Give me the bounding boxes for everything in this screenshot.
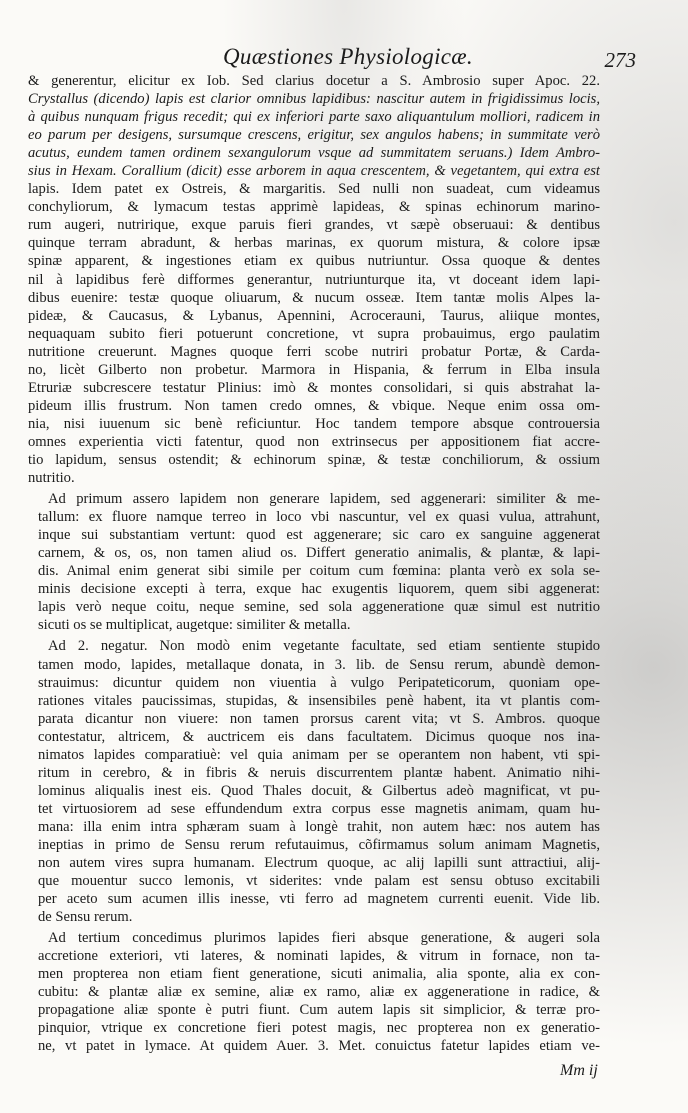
text-line: mana: illa enim intra sphæram suam à longè trahit, non autem hæc: nos autem has: [38, 818, 600, 835]
text-line: lapis. Idem patet ex Ostreis, & margaritis. Sed nulli non suadeat, cum videamus: [28, 181, 600, 198]
text-line: minis decisione excepti à terra, exque hac exugentis liquorem, quem sibi aggenerat:: [38, 581, 600, 598]
text-line: omnes experientia victi fatentur, quod non extrinsecus per appositionem fiat accre-: [28, 433, 600, 450]
text-line: que mouentur succo lemonis, vt siderites: vnde palam est sensu obtuso excitabili: [38, 873, 600, 890]
text-line: de Sensu rerum.: [38, 909, 133, 926]
text-line: accretione exteriori, vti lateres, & nominati lapides, & vitrum in fornace, non ta-: [38, 948, 600, 965]
text-line: conchyliorum, & lymacum testas apprimè lapideas, & spinas echinorum marino-: [28, 199, 600, 216]
text-line: nutritione creuerunt. Magnes quoque ferri scobe nutriri probatur Portæ, & Cardа-: [28, 343, 600, 360]
text-line: carnem, & os, os, non tamen aliud os. Differt generatio animalis, & plantæ, & lapi-: [38, 545, 600, 562]
text-line: rationes vitales paucissimas, stupidas, & insensibiles penè habent, ita vt plantis com-: [38, 692, 600, 709]
text-line: cubitu: & plantæ aliæ ex semine, aliæ ex ramo, aliæ ex aggeneratione in radice, &: [38, 984, 600, 1001]
text-line: Ad 2. negatur. Non modò enim vegetante facultate, sed etiam sentiente stupido: [48, 638, 600, 655]
text-line: acutus, eundem tamen ordinem sexangulorum vsque ad summitatem seruans.) Idem Ambro-: [28, 145, 600, 162]
text-line: nimatos lapides comparatiuè: vel quia animam per se operantem non habent, vti spi-: [38, 746, 600, 763]
page-body: [28, 72, 600, 1056]
text-line: à quibus nunquam frigus recedit; qui ex inferiori parte saxo aliquantulum molliori, radicem in: [28, 109, 600, 126]
text-line: nia, nisi iuuenum sic benè reficiuntur. Hoc tandem tempore absque controuersia: [28, 415, 600, 432]
text-line: men propterea non etiam fient generatione, sicuti animalia, alia sponte, alia ex con-: [38, 966, 600, 983]
text-line: ne, vt patet in lymace. At quidem Auer. 3. Met. conuictus fatetur lapides etiam ve-: [38, 1038, 600, 1055]
text-line: sius in Hexam. Corallium (dicit) esse arborem in aqua crescentem, & vegetantem, qui extra est: [28, 163, 600, 180]
text-line: pideum illis frustrum. Non tamen credo omnes, & vbique. Neque enim ossa om-: [28, 397, 600, 414]
text-line: tamen modo, lapides, metallaque donata, in 3. lib. de Sensu rerum, abundè demon-: [38, 656, 600, 673]
text-line: ritum in cerebro, & in fibris & neruis discurrentem plantæ habent. Animatio nihi-: [38, 764, 600, 781]
text-line: propagatione aliæ sponte è putri fiunt. Cum autem lapis sit simplicior, & terræ pro-: [38, 1002, 600, 1019]
text-line: pideæ, & Caucasus, & Lybanus, Apennini, Acroceraunі, Taurus, aliique montes,: [28, 307, 600, 324]
text-line: Etruriæ subcrescere testatur Plinius: imò & montes consolidari, si quis abstrahat la-: [28, 379, 600, 396]
running-head: Quæstiones Physiologicæ.: [223, 44, 473, 69]
text-line: nutritio.: [28, 470, 75, 487]
text-line: tet virtuosiorem ad sese effundendum extra corpus esse magnetis animam, quam hu-: [38, 800, 600, 817]
text-line: Ad tertium concedimus plurimos lapides fieri absque generatione, & augeri sola: [48, 930, 600, 947]
text-line: nequaquam subito fieri potuerunt concretione, vt supra probauimus, ergo paulatim: [28, 325, 600, 342]
text-line: Crystallus (dicendo) lapis est clarior omnibus lapidibus: nascitur autem in frigidissimus locis,: [28, 91, 600, 108]
text-line: no, licèt Gilberto non probetur. Marmora in Hispania, & ferrum in Elba insula: [28, 361, 600, 378]
text-line: pinquior, vtrique ex concretione fieri potest magis, nec propterea non ex generatio-: [38, 1020, 600, 1037]
text-line: non autem vires supra humanam. Electrum quoque, ac alij lapilli sunt attractiui, alij-: [38, 855, 600, 872]
text-line: & generentur, elicitur ex Iob. Sed clarius docetur a S. Ambrosio super Apoc. 22.: [28, 73, 600, 89]
text-line: dibus euenire: testæ quoque oliuarum, & nucum osseæ. Item tantæ molis Alpes la-: [28, 289, 600, 306]
text-line: rum augeri, nutririque, exque paruis fieri grandes, vt sæpè obseruaui: & dentibus: [28, 217, 600, 234]
text-line: parata dicantur non viuere: non tamen prorsus carent vita; vt S. Ambros. quoque: [38, 710, 600, 727]
text-line: tio lapidum, sensus ostendit; & echinorum spinæ, & testæ conchiliorum, & ossium: [28, 451, 600, 468]
text-line: sicuti os se multiplicat, augetque: similiter & metalla.: [38, 617, 351, 634]
text-line: strauimus: dicuntur quidem non viuentia à vulgo Peripateticorum, quoniam ope-: [38, 674, 600, 691]
text-line: per aceto sum acumen illis inesse, vti ferro ad magnetem currenti euenit. Vide lib.: [38, 891, 600, 908]
paragraph: [28, 490, 600, 634]
paragraph: [28, 637, 600, 926]
paragraph: [28, 72, 600, 487]
text-line: dis. Animal enim generat sibi simile per coitum cum fœmina: planta verò ex sola se-: [38, 563, 600, 580]
text-line: spinæ apparent, & ingestiones etiam ex quibus nutriuntur. Ossa quoque & dentes: [28, 253, 600, 270]
text-line: eo parum per desigens, sursumque crescens, erigitur, sex angulos habens; in summitate verò: [28, 127, 600, 144]
text-line: quinque terram abradunt, & herbas marinas, ex quorum mistura, & colore ipsæ: [28, 235, 600, 252]
text-line: inque sui substantiam vertunt: quod est aggenerare; sic caro ex sanguine aggenerat: [38, 527, 600, 544]
text-line: contestatur, altricem, & auctricem eis dans facultatem. Dicimus quoque nos ina-: [38, 728, 600, 745]
page-header: [28, 40, 668, 70]
text-line: lominus aliqualis inest eis. Quod Thales docuit, & Gilbertus adeò magnificat, vt pu-: [38, 782, 600, 799]
text-line: lapis verò neque coitu, neque semine, sed sola aggeneratione quæ simul est nutritio: [38, 599, 600, 616]
text-line: nil à lapidibus ferè difformes generantur, nutriunturque ita, vt doceant idem lapi-: [28, 271, 600, 288]
text-line: Ad primum assero lapidem non generare lapidem, sed aggenerari: similiter & me-: [48, 491, 600, 508]
text-line: tallum: ex fluore namque terreo in loco vbi nascuntur, vel ex quasi vulua, attrahunt,: [38, 509, 600, 526]
paragraph: [28, 929, 600, 1055]
page-number: 273: [604, 48, 636, 72]
signature-mark: Mm ij: [560, 1062, 598, 1079]
text-line: ineptias in primo de Sensu rerum refutauimus, cõfirmamus solum animam Magnetis,: [38, 836, 600, 853]
